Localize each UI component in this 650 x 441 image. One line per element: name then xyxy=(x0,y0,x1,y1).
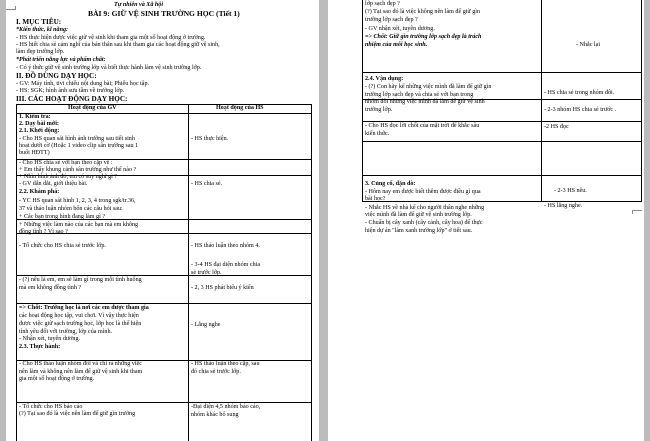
text-line: 2.2. Khám phá: xyxy=(19,189,60,195)
column-header-gv: Hoạt động của GV xyxy=(68,105,117,111)
row-divider xyxy=(362,141,642,142)
text-line: - HS lắng nghe. xyxy=(544,203,583,209)
row-divider xyxy=(16,402,312,403)
text-line: 2. Dạy bài mới: xyxy=(19,121,59,127)
text-line: + Các bạn trong hình đang làm gì ? xyxy=(19,214,106,220)
text-line: nhiệm của mỗi học sinh. xyxy=(365,42,428,48)
text-line: trường lớp sạch đẹp và chia sẻ với bạn trong xyxy=(365,92,474,98)
text-line: 37 và thảo luận nhóm bốn các câu hỏi sau: xyxy=(19,206,123,212)
text-line: các hoạt động học tập, vui chơi. Vì vậy thực hiện xyxy=(19,313,139,319)
text-line: hoạt dưới cờ (Hoặc 1 video clip sân trường sau 1 xyxy=(19,143,139,149)
text-line: - (?) nêu là em, em sẽ làm gì trong mỗi tình huống xyxy=(19,277,142,283)
text-line: nhóm khác bổ sung xyxy=(191,412,239,418)
row-divider xyxy=(16,275,312,276)
text-line: lớp sạch đẹp ? xyxy=(365,1,400,7)
text-line: - Cho HS thảo luận nhóm đôi và chỉ ra những việc xyxy=(19,361,142,367)
margin-corner-mark xyxy=(632,210,642,214)
row-divider xyxy=(16,303,312,304)
text-line: 2.4. Vận dụng: xyxy=(365,76,404,82)
activities-table xyxy=(16,104,312,441)
text-line: - Tổ chức cho HS chia sẻ trước lớp. xyxy=(19,243,106,249)
column-header-hs: Hoạt động của HS xyxy=(216,105,264,111)
text-line: (?) Tại sao đó là việc không nên làm để giữ gìn xyxy=(365,9,481,15)
text-line: 2.1. Khởi động: xyxy=(19,128,60,134)
text-line: + Những việc làm nào của các bạn mà em không xyxy=(19,222,139,228)
objective-line: - HS thực hiện được việc giữ vệ sinh khi tham gia một số hoạt động ở trường. xyxy=(16,35,206,41)
text-line: - 2, 3 HS phát biểu ý kiến xyxy=(191,285,254,291)
objective-line: làm đẹp trường lớp. xyxy=(16,49,65,55)
objective-line: - HS biết chia sẻ cảm nghĩ của bản thân sau khi tham gia các hoạt động giữ vệ sinh, xyxy=(16,42,220,48)
text-line: được việc giữ sạch trường học, lớp học là thể hiện xyxy=(19,321,142,327)
document-page-left xyxy=(6,0,319,441)
text-line: + Em thấy khung cảnh sân trường như thế nào ? xyxy=(19,167,137,173)
section-objectives-heading: I. MỤC TIÊU: xyxy=(16,18,62,26)
text-line: trường lớp. xyxy=(365,107,393,113)
text-line: - (?) Con hãy kể những việc mình đã làm để giữ gìn xyxy=(365,84,492,90)
text-line: bài học? xyxy=(365,196,386,202)
text-line: (?) Tại sao đó là việc nên làm để giữ gìn trường xyxy=(19,411,136,417)
text-line: - HS thực hiện. xyxy=(191,136,229,142)
section-materials-heading: II. ĐỒ DÙNG DẠY HỌC: xyxy=(16,72,97,80)
section-activities-heading: III. CÁC HOẠT ĐỘNG DẠY HỌC: xyxy=(16,95,128,103)
text-line: - Tổ chức cho HS báo cáo xyxy=(19,404,83,410)
text-line: - YC HS quan sát hình 1, 2, 3, 4 trong sgk/tr.36, xyxy=(19,198,136,204)
knowledge-heading: *Kiến thức, kĩ năng: xyxy=(16,27,69,33)
text-line: mà em không đồng tình ? xyxy=(19,285,82,291)
development-heading: *Phát triển năng lực và phẩm chất: xyxy=(16,57,106,63)
text-line: - HS thảo luận theo nhóm 4. xyxy=(191,243,260,249)
text-line: - GV dẫn dắt, giới thiệu bài. xyxy=(19,181,88,187)
text-line: - Nhận xét, tuyên dương. xyxy=(19,336,81,342)
margin-corner-mark xyxy=(6,6,16,10)
text-line: - Nhắc HS về nhà kể cho người thân nghe những xyxy=(365,205,485,211)
text-line: -Đại diện 4,5 nhóm báo cáo, xyxy=(191,404,261,410)
text-line: - Chuẩn bị cây xanh (cây cảnh, cây hoa) để thực xyxy=(365,220,483,226)
text-line: - Cho HS quan sát hình ảnh trường sau tiết sinh xyxy=(19,136,135,142)
text-line: - Hôm nay em được biết thêm được điều gì qua xyxy=(365,189,481,195)
materials-gv: - GV: Máy tính, tivi chiếu nội dung bài; Phiếu học tập. xyxy=(16,81,150,87)
text-line: - 2-3 HS nêu. xyxy=(554,188,587,194)
text-line: đó chia sẻ trước lớp. xyxy=(191,369,241,375)
text-line: - Lắng nghe xyxy=(191,322,221,328)
text-line: nhóm đôi những việc mình đã làm để giữ vệ sinh xyxy=(365,99,485,105)
text-line: - GV nhận xét, tuyên dương. xyxy=(365,26,435,32)
document-page-right xyxy=(328,0,644,441)
text-line: - HS chia sẻ. xyxy=(191,181,223,187)
text-line: -2 HS đọc xyxy=(544,124,569,130)
text-line: nên làm và không nên làm để giữ vệ sinh khi tham xyxy=(19,369,143,375)
subject-header: Tự nhiên và Xã hội xyxy=(114,2,164,8)
text-line: sẻ trước lớp. xyxy=(191,270,222,276)
text-line: => Chốt: Giữ gìn trường lớp sạch đẹp là trách xyxy=(365,34,482,40)
column-divider xyxy=(541,0,542,202)
text-line: + Nhìn hình ảnh đó, em có suy nghĩ gì ? xyxy=(19,174,118,180)
text-line: kiến thức. xyxy=(365,131,390,137)
text-line: 3. Củng cố, dặn dò: xyxy=(365,181,416,187)
text-line: - Cho HS chia sẻ với bạn theo cặp về : xyxy=(19,160,113,166)
column-divider xyxy=(188,104,189,441)
text-line: đồng tình ? Vì sao ? xyxy=(19,229,68,235)
text-line: tình yêu đối với trường, lớp của mình. xyxy=(19,329,113,335)
text-line: 2.3. Thực hành: xyxy=(19,344,61,350)
text-line: - Cho HS đọc lời chốt của mặt trời để khắc sâu xyxy=(365,123,480,129)
text-line: - Nhắc lại xyxy=(576,42,601,48)
text-line: hiện dự án "làm xanh trường lớp" ở tiết sau. xyxy=(365,228,473,234)
text-line: - 2-3 nhóm HS chia sẻ trước . xyxy=(544,107,617,113)
text-line: gia một số hoạt động ở trường. xyxy=(19,376,95,382)
text-line: 1. Kiểm tra: xyxy=(19,114,51,120)
row-divider xyxy=(362,121,642,122)
lesson-title: BÀI 9: GIỮ VỆ SINH TRƯỜNG HỌC (Tiết 1) xyxy=(88,9,240,18)
header-row-divider xyxy=(16,113,312,114)
text-line: => Chốt: Trường học là nơi các em được tham gia xyxy=(19,305,149,311)
text-line: - HS thảo luận theo cặp, sau xyxy=(191,361,260,367)
text-line: - HS chia sẻ trong nhóm đôi. xyxy=(544,90,615,96)
objective-line: - Có ý thức giữ vệ sinh trường lớp và biết thực hành làm vệ sinh trường lớp. xyxy=(16,65,202,71)
text-line: - 3-4 HS đại diện nhóm chia xyxy=(191,262,261,268)
text-line: buổi HĐTT) xyxy=(19,150,50,156)
text-line: trường lớp sạch đẹp ? xyxy=(365,17,418,23)
text-line: việc mình đã làm để giữ vệ sinh trường lớp. xyxy=(365,212,472,218)
row-divider xyxy=(362,72,642,73)
materials-hs: - HS: SGK; hình ảnh sưu tầm về trường lớp. xyxy=(16,88,125,94)
row-divider xyxy=(362,175,642,176)
